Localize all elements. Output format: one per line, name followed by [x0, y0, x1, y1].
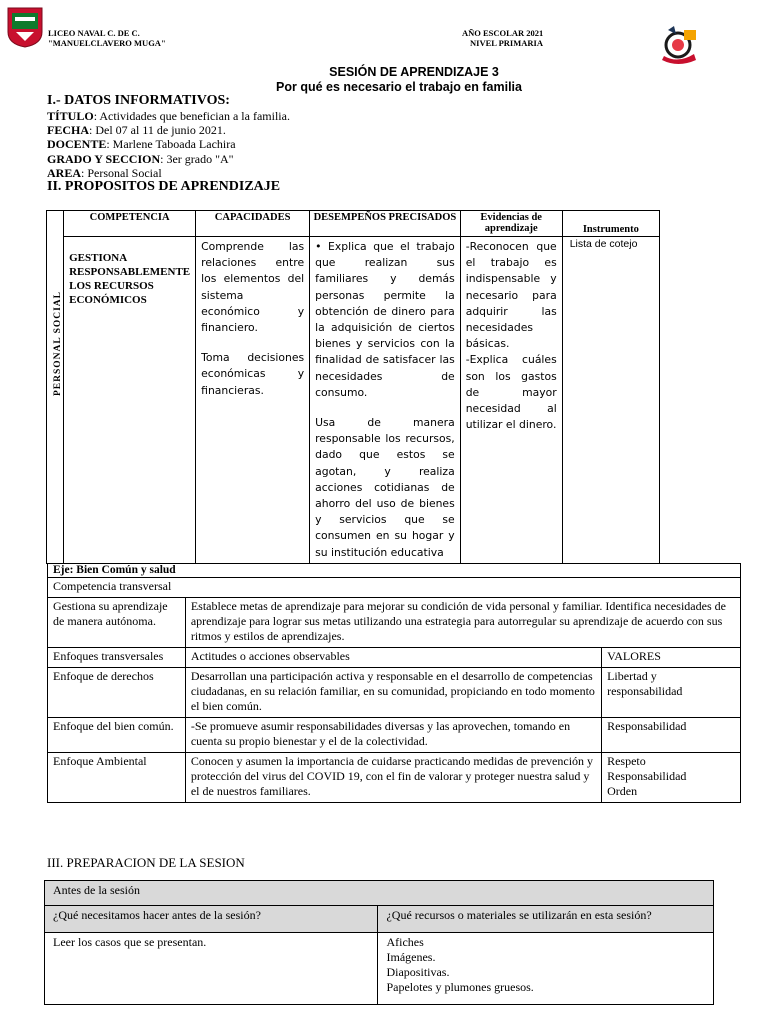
actitud-bien-comun: -Se promueve asumir responsabilidades diversas y las aprovechen, tomando en cuenta su propio bienestar y el de la colectividad. [185, 718, 601, 753]
gestiona-label: Gestiona su aprendizaje de manera autónoma. [48, 598, 186, 648]
enfoque-bien-comun: Enfoque del bien común. [48, 718, 186, 753]
fecha-value: : Del 07 al 11 de junio 2021. [89, 123, 226, 138]
valor-line: Responsabilidad [607, 769, 687, 783]
propositos-heading: II. PROPOSITOS DE APRENDIZAJE [47, 179, 281, 194]
school-motto: "MANUELCLAVERO MUGA" [48, 38, 166, 48]
instrumento-cell: Lista de cotejo [562, 237, 659, 564]
eje-row: Eje: Bien Común y salud [48, 564, 741, 578]
valor-line: Libertad y responsabilidad [607, 669, 683, 698]
docente-label: DOCENTE [47, 137, 107, 152]
actitud-ambiental: Conocen y asumen la importancia de cuidarse practicando medidas de prevención y protección del virus del COVID 19, con el fin de valorar y proteger nuestra salud y el de nuestros familiares. [185, 753, 601, 803]
header-evidencias: Evidencias de aprendizaje [460, 211, 562, 237]
question-2: ¿Qué recursos o materiales se utilizarán en esta sesión? [378, 906, 714, 933]
evidencia-1: -Reconocen que el trabajo es indispensable y necesario para adquirir las necesidades básicas. [465, 240, 557, 351]
material-item: Papelotes y plumones gruesos. [386, 980, 534, 994]
valor-line: Responsabilidad [607, 719, 687, 733]
school-level: NIVEL PRIMARIA [470, 38, 543, 48]
school-name: LICEO NAVAL C. DE C. [48, 28, 140, 38]
evidencias-cell [460, 237, 562, 564]
fecha-label: FECHA [47, 123, 89, 138]
session-subtitle: Por qué es necesario el trabajo en familia [276, 80, 522, 94]
school-crest-logo [6, 6, 44, 48]
area-label: AREA [47, 165, 82, 180]
actitud-derechos: Desarrollan una participación activa y responsable en el desarrollo de competencias ciudadanas, en su relación familiar, en su comunidad, propiciando en todo momento el bien común. [185, 668, 601, 718]
datos-informativos [47, 109, 290, 180]
area-value: : Personal Social [81, 165, 162, 180]
enfoques-table [47, 563, 741, 803]
capacidades-cell [196, 237, 310, 564]
materiales-list [378, 933, 714, 1005]
anniversary-logo [660, 24, 700, 66]
col-valores: VALORES [602, 648, 741, 668]
valor-ambiental [602, 753, 741, 803]
titulo-value: : Actividades que benefician a la familia. [93, 109, 290, 123]
area-vertical-label: PERSONAL SOCIAL [53, 291, 63, 397]
antes-row: Antes de la sesión [45, 881, 714, 906]
desempenos-cell [310, 237, 461, 564]
header-competencia: COMPETENCIA [64, 211, 196, 237]
enfoque-derechos: Enfoque de derechos [48, 668, 186, 718]
col-actitudes: Actitudes o acciones observables [185, 648, 601, 668]
grado-value: : 3er grado "A" [160, 151, 234, 166]
material-item: Diapositivas. [386, 965, 450, 979]
material-item: Afiches [386, 935, 424, 949]
header-desempenos: DESEMPEÑOS PRECISADOS [310, 211, 461, 237]
answer-1: Leer los casos que se presentan. [45, 933, 378, 1005]
evidencia-2: -Explica cuáles son los gastos de mayor necesidad al utilizar el dinero. [465, 353, 557, 432]
gestiona-text: Establece metas de aprendizaje para mejorar su condición de vida personal y familiar. Identifica necesidades de aprendizaje para lograr sus metas utilizando una estrategia para autorregular su aprendizaje de acuerdo con sus ritmos y estilos de aprendizajes. [185, 598, 740, 648]
preparacion-table [44, 880, 714, 1005]
question-1: ¿Qué necesitamos hacer antes de la sesión? [45, 906, 378, 933]
docente-value: : Marlene Taboada Lachira [106, 137, 236, 152]
material-item: Imágenes. [386, 950, 436, 964]
desempeno-2: Usa de manera responsable los recursos, dado que estos se agotan, y realiza acciones cotidianas de ahorro del uso de bienes y servicios que se consumen en su hogar y su institución educativa [315, 416, 455, 559]
enfoque-ambiental: Enfoque Ambiental [48, 753, 186, 803]
valor-derechos [602, 668, 741, 718]
propositos-table [46, 210, 660, 564]
valor-line: Orden [607, 784, 638, 798]
session-title: SESIÓN DE APRENDIZAJE 3 [329, 65, 499, 79]
preparacion-heading: III. PREPARACION DE LA SESION [47, 855, 245, 870]
school-year: AÑO ESCOLAR 2021 [462, 28, 544, 38]
header-instrumento: Instrumento [562, 211, 659, 237]
capacidad-1: Comprende las relaciones entre los elementos del sistema económico y financiero. [201, 240, 305, 335]
competencia-transversal-row: Competencia transversal [48, 578, 741, 598]
datos-heading: I.- DATOS INFORMATIVOS: [47, 93, 230, 108]
valor-line: Respeto [607, 754, 646, 768]
capacidad-2: Toma decisiones económicas y financieras. [201, 351, 305, 397]
titulo-label: TÍTULO [47, 109, 94, 123]
header-capacidades: CAPACIDADES [196, 211, 310, 237]
desempeno-1: • Explica que el trabajo que realizan sus familiares y demás personas permite la obtención de dinero para la adquisición de ciertos bienes y servicios con la finalidad de satisfacer las necesidades de consumo. [315, 240, 455, 399]
grado-label: GRADO Y SECCION [47, 151, 161, 166]
competencia-cell: GESTIONA RESPONSABLEMENTE LOS RECURSOS ECONÓMICOS [64, 237, 196, 564]
col-enfoques: Enfoques transversales [48, 648, 186, 668]
valor-bien-comun [602, 718, 741, 753]
area-cell [47, 211, 64, 564]
